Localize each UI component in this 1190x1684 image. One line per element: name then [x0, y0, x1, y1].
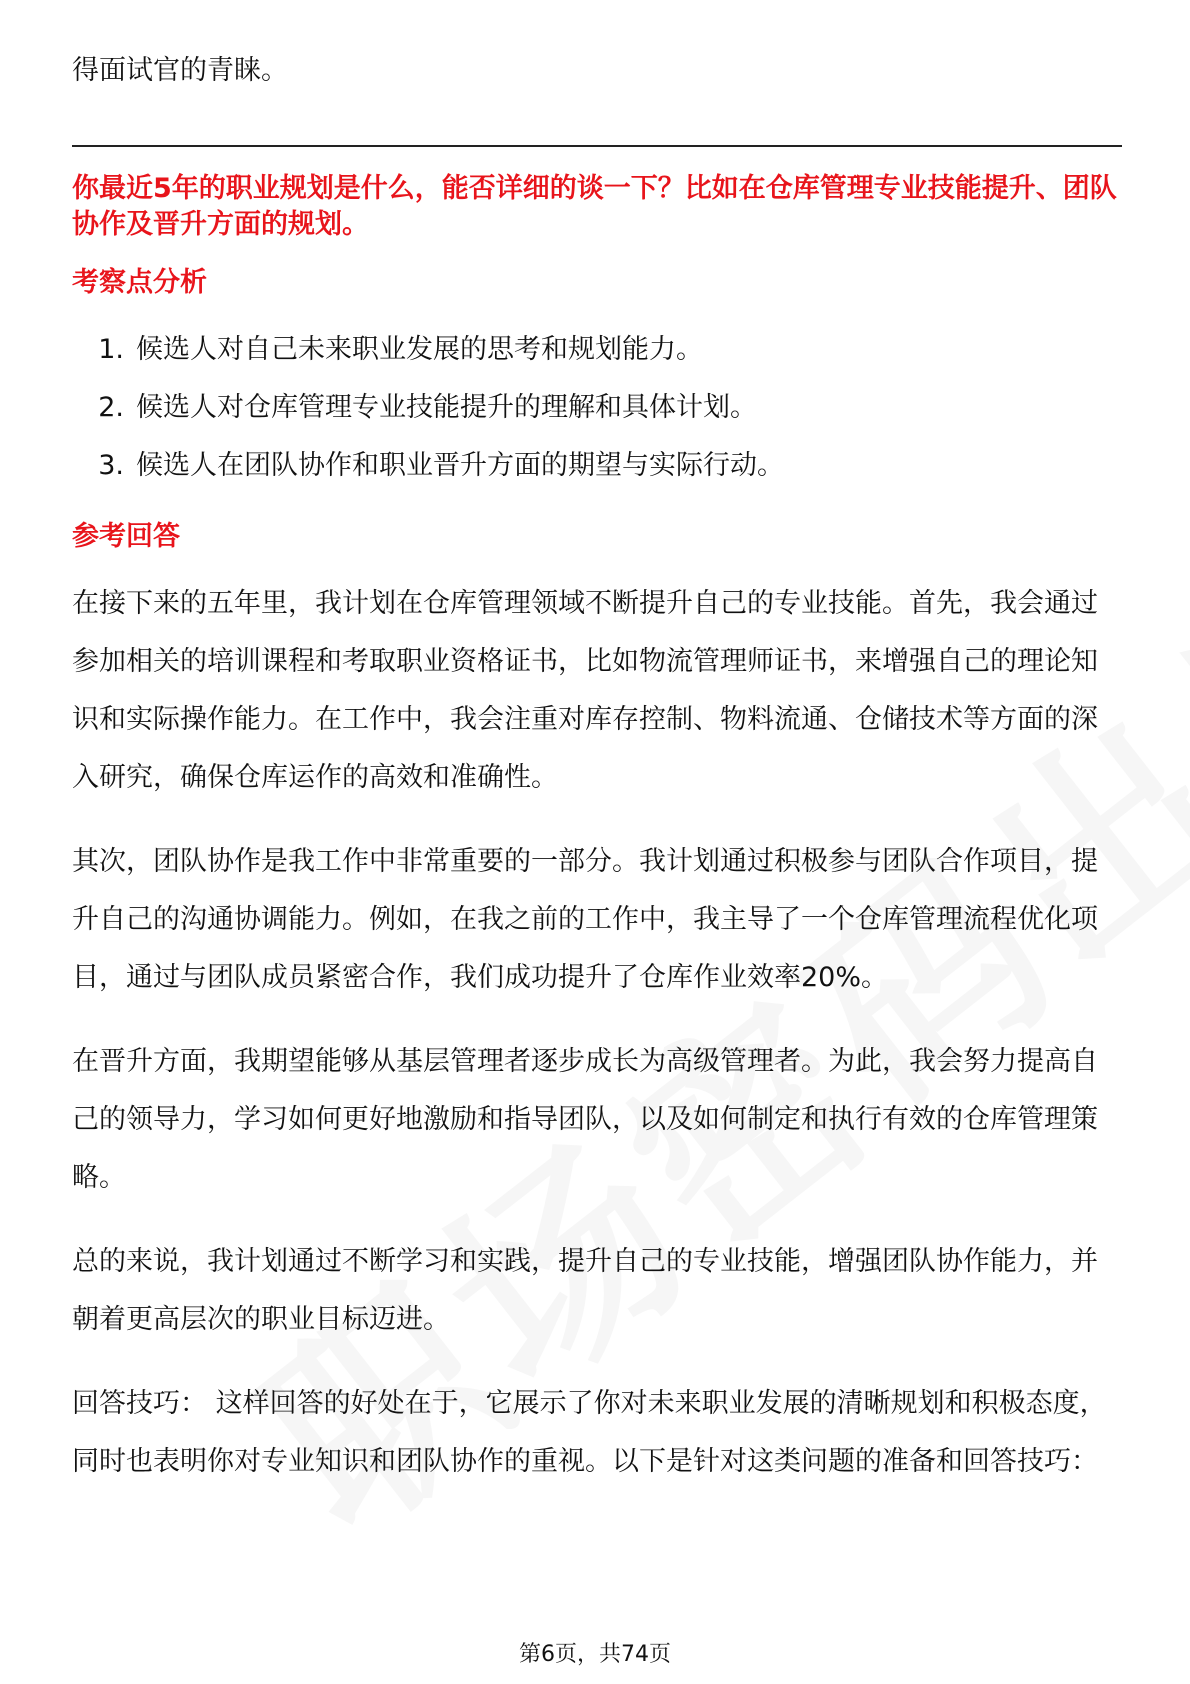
- analysis-item-text: 候选人对自己未来职业发展的思考和规划能力。: [136, 334, 703, 365]
- analysis-item-text: 候选人在团队协作和职业晋升方面的期望与实际行动。: [136, 450, 784, 481]
- analysis-item-text: 候选人对仓库管理专业技能提升的理解和具体计划。: [136, 392, 757, 423]
- analysis-item-number: 2.: [98, 392, 124, 423]
- answer-paragraph: 总的来说，我计划通过不断学习和实践，提升自己的专业技能，增强团队协作能力，并朝着更高层次的职业目标迈进。: [72, 1246, 1098, 1335]
- answer-paragraph: 其次，团队协作是我工作中非常重要的一部分。我计划通过积极参与团队合作项目，提升自己的沟通协调能力。例如，在我之前的工作中，我主导了一个仓库管理流程优化项目，通过与团队成员紧密合作，我们成功提升了仓库作业效率20%。: [72, 846, 1098, 993]
- analysis-item-number: 1.: [98, 334, 124, 365]
- analysis-item: [72, 321, 1122, 379]
- analysis-item: [72, 437, 1122, 495]
- question-title: 你最近5年的职业规划是什么，能否详细的谈一下？比如在仓库管理专业技能提升、团队协作及晋升方面的规划。: [72, 173, 1117, 240]
- answer-paragraph: 在晋升方面，我期望能够从基层管理者逐步成长为高级管理者。为此，我会努力提高自己的领导力，学习如何更好地激励和指导团队，以及如何制定和执行有效的仓库管理策略。: [72, 1046, 1098, 1193]
- analysis-heading: 考察点分析: [72, 267, 207, 298]
- analysis-item-number: 3.: [98, 450, 124, 481]
- answer-tips-paragraph: 回答技巧： 这样回答的好处在于，它展示了你对未来职业发展的清晰规划和积极态度，同时也表明你对专业知识和团队协作的重视。以下是针对这类问题的准备和回答技巧：: [72, 1388, 1107, 1477]
- analysis-item: [72, 379, 1122, 437]
- reference-heading: 参考回答: [72, 521, 180, 552]
- intro-text: 得面试官的青睐。: [72, 55, 288, 86]
- page-number-footer: 第6页，共74页: [519, 1642, 671, 1667]
- analysis-list: [72, 321, 1122, 495]
- section-divider: [72, 145, 1122, 147]
- answer-paragraph: 在接下来的五年里，我计划在仓库管理领域不断提升自己的专业技能。首先，我会通过参加相关的培训课程和考取职业资格证书，比如物流管理师证书，来增强自己的理论知识和实际操作能力。在工作中，我会注重对库存控制、物料流通、仓储技术等方面的深入研究，确保仓库运作的高效和准确性。: [72, 588, 1098, 793]
- page-content: [72, 42, 1122, 1517]
